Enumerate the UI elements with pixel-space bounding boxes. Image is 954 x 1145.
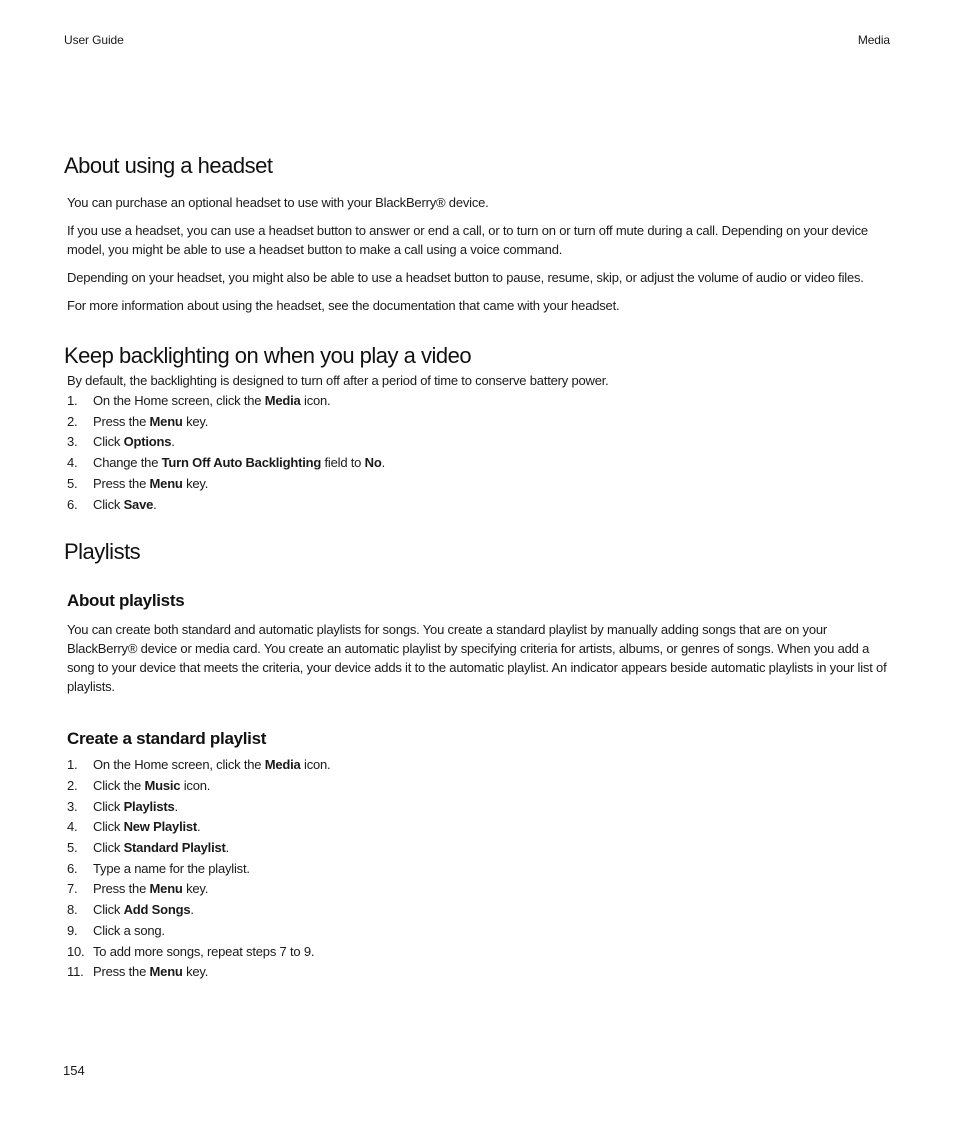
paragraph: Depending on your headset, you might also be able to use a headset button to pause, resume, skip, or adjust the volume of audio or video files. [67,270,864,285]
step-text: Click [93,902,124,918]
ui-term: Save [123,496,154,512]
page-number: 154 [63,1063,85,1078]
step-number: 2. [67,413,78,429]
step-item [67,495,892,516]
step-number: 4. [67,819,78,835]
ui-term: Menu [149,475,183,491]
step-item [67,432,892,453]
ui-term: Options [123,434,172,450]
step-number: 11. [67,964,84,980]
step-text: field to [321,455,365,471]
ui-term: Media [264,393,301,408]
step-item [67,900,892,921]
step-text: . [153,496,157,512]
step-number: 10. [67,943,85,959]
step-number: 5. [67,840,78,856]
step-text: Press the [93,881,150,897]
section-title: About using a headset [64,153,273,178]
step-text: Click [93,496,124,512]
ui-term: Menu [149,413,183,429]
steps-list [64,391,892,515]
step-item [67,453,892,474]
step-item [67,797,892,818]
step-text: . [197,819,201,835]
ui-term: Music [144,777,181,793]
step-text: Click [93,840,124,856]
step-text: Click the [93,777,145,793]
step-text: Type a name for the playlist. [93,860,250,876]
ui-term: Menu [149,964,183,980]
step-text: Press the [93,964,150,980]
subsection-create-standard-playlist [64,729,892,983]
ui-term: Media [264,757,301,773]
step-text: key. [182,475,209,491]
step-text: . [174,798,178,814]
step-number: 3. [67,798,78,814]
section-keep-backlighting [64,343,892,515]
paragraph: You can purchase an optional headset to use with your BlackBerry® device. [67,195,489,210]
step-number: 7. [67,881,78,897]
step-number: 1. [67,757,78,773]
intro-paragraph: By default, the backlighting is designed to turn off after a period of time to conserve battery power. [67,373,609,388]
ui-term: Standard Playlist [123,840,226,856]
subsection-title: Create a standard playlist [67,729,267,749]
step-item [67,412,892,433]
step-item [67,962,892,983]
page-content [64,153,892,983]
step-number: 1. [67,393,78,408]
step-text: key. [182,881,209,897]
ui-term: No [364,455,382,471]
step-text: Press the [93,413,150,429]
step-text: . [225,840,230,856]
section-title: Keep backlighting on when you play a video [64,343,472,368]
step-number: 9. [67,922,78,938]
step-number: 6. [67,496,78,512]
ui-term: Turn Off Auto Backlighting [161,455,322,471]
step-text: Click a song. [93,922,165,938]
running-header [64,33,890,49]
step-number: 8. [67,902,78,918]
step-text: To add more songs, repeat steps 7 to 9. [93,943,315,959]
paragraph: For more information about using the headset, see the documentation that came with your headset. [67,298,620,313]
step-text: On the Home screen, click the [93,757,265,773]
step-item [67,921,892,942]
step-number: 6. [67,860,78,876]
step-number: 2. [67,777,78,793]
ui-term: Playlists [123,798,175,814]
step-item [67,755,892,776]
step-number: 5. [67,475,78,491]
step-text: Click [93,434,124,450]
step-text: Click [93,798,124,814]
step-item [67,942,892,963]
header-chapter-title: Media [857,33,890,47]
paragraph: If you use a headset, you can use a headset button to answer or end a call, or to turn on or turn off mute during a call. Depending on your device model, you might be able to use a headset button to make a call using a voice command. [67,223,868,257]
step-text: key. [182,413,209,429]
step-item [67,474,892,495]
step-text: Click [93,819,124,835]
subsection-about-playlists [64,591,892,696]
step-item [67,859,892,880]
step-text: icon. [180,777,211,793]
step-text: Change the [93,455,162,471]
step-item [67,838,892,859]
step-number: 3. [67,434,78,450]
step-text: . [381,455,385,471]
step-text: On the Home screen, click the [93,393,265,408]
subsection-title: About playlists [67,591,185,611]
step-text: . [190,902,194,918]
steps-list [64,755,892,983]
section-title: Playlists [64,539,141,565]
step-item [67,776,892,797]
step-text: key. [182,964,209,980]
ui-term: Add Songs [123,902,191,918]
step-item [67,879,892,900]
section-about-headset [64,153,892,315]
step-number: 4. [67,455,78,471]
step-text: icon. [300,757,331,773]
step-text: Press the [93,475,150,491]
step-text: icon. [300,393,331,408]
step-text: . [171,434,175,450]
section-playlists [64,539,892,983]
ui-term: New Playlist [123,819,198,835]
header-guide-title: User Guide [64,33,124,47]
paragraph: You can create both standard and automatic playlists for songs. You create a standard playlist by manually adding songs that are on your BlackBerry® device or media card. You create an automatic playlist by specifying criteria for artists, albums, or genres of songs. When you add a song to your device that meets the criteria, your device adds it to the automatic playlist. An indicator appears beside automatic playlists in your list of playlists. [67,622,887,695]
ui-term: Menu [149,881,183,897]
step-item [67,817,892,838]
step-item [67,391,892,412]
